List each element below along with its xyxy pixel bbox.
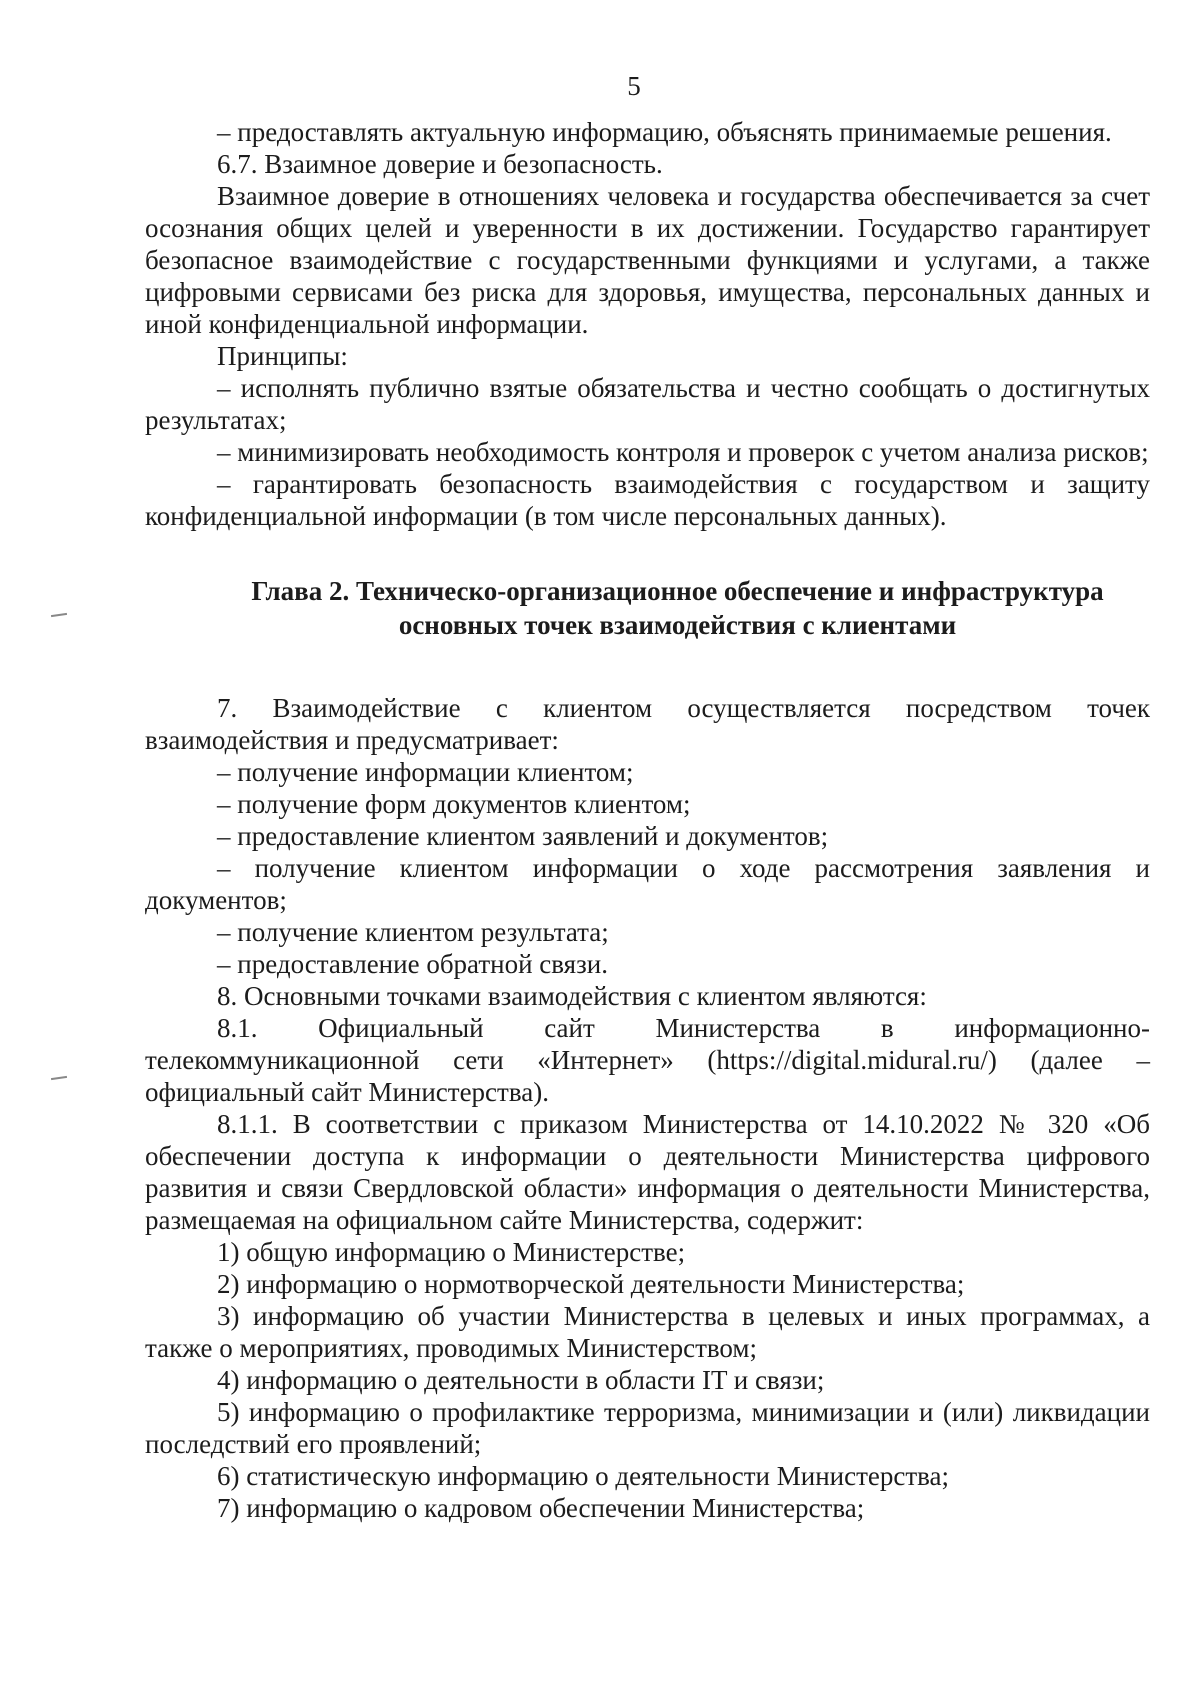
list-item: 3) информацию об участии Министерства в целевых и иных программах, а также о мероприятиях, проводимых Министерством;: [145, 1301, 1150, 1363]
scan-edge-mark: [51, 613, 67, 617]
chapter-title-line: основных точек взаимодействия с клиентами: [398, 610, 957, 640]
list-item: – предоставление обратной связи.: [217, 949, 608, 979]
paragraph: – гарантировать безопасность взаимодействия с государством и защиту конфиденциальной информации (в том числе персональных данных).: [145, 469, 1150, 531]
list-item: 4) информацию о деятельности в области IT и связи;: [217, 1365, 825, 1395]
document-body: [145, 116, 1150, 1524]
list-item: – получение форм документов клиентом;: [217, 789, 691, 819]
paragraph: 6.7. Взаимное доверие и безопасность.: [217, 149, 663, 179]
scan-edge-mark: [51, 1076, 67, 1080]
page-number: 5: [627, 71, 641, 101]
chapter-title-line: Глава 2. Техническо-организационное обеспечение и инфраструктура: [251, 576, 1104, 606]
paragraph: Взаимное доверие в отношениях человека и государства обеспечивается за счет осознания общих целей и уверенности в их достижении. Государство гарантирует безопасное взаимодействие с государственными функциями и услугами, а также цифровыми сервисами без риска для здоровья, имущества, персональных данных и иной конфиденциальной информации.: [145, 181, 1150, 339]
list-item: – получение клиентом информации о ходе рассмотрения заявления и документов;: [145, 853, 1150, 915]
paragraph: – минимизировать необходимость контроля и проверок с учетом анализа рисков;: [217, 437, 1149, 467]
list-item: 7) информацию о кадровом обеспечении Министерства;: [217, 1493, 865, 1523]
chapter-title: [145, 574, 1150, 642]
list-item: – предоставление клиентом заявлений и документов;: [217, 821, 829, 851]
paragraph: 8.1.1. В соответствии с приказом Министерства от 14.10.2022 № 320 «Об обеспечении доступа к информации о деятельности Министерства цифрового развития и связи Свердловской области» информация о деятельности Министерства, размещаемая на официальном сайте Министерства, содержит:: [145, 1109, 1150, 1235]
paragraph: 8. Основными точками взаимодействия с клиентом являются:: [217, 981, 927, 1011]
paragraph: – предоставлять актуальную информацию, объяснять принимаемые решения.: [217, 117, 1112, 147]
list-item: – получение клиентом результата;: [217, 917, 609, 947]
list-item: 1) общую информацию о Министерстве;: [217, 1237, 686, 1267]
paragraph: Принципы:: [217, 341, 348, 371]
paragraph: 7. Взаимодействие с клиентом осуществляется посредством точек взаимодействия и предусматривает:: [145, 693, 1150, 755]
paragraph: – исполнять публично взятые обязательства и честно сообщать о достигнутых результатах;: [145, 373, 1150, 435]
list-item: – получение информации клиентом;: [217, 757, 634, 787]
list-item: 2) информацию о нормотворческой деятельности Министерства;: [217, 1269, 965, 1299]
paragraph: 8.1. Официальный сайт Министерства в информационно-телекоммуникационной сети «Интернет» (https://digital.midural.ru/) (далее – официальный сайт Министерства).: [145, 1013, 1150, 1107]
list-item: 6) статистическую информацию о деятельности Министерства;: [217, 1461, 950, 1491]
list-item: 5) информацию о профилактике терроризма, минимизации и (или) ликвидации последствий его проявлений;: [145, 1397, 1150, 1459]
